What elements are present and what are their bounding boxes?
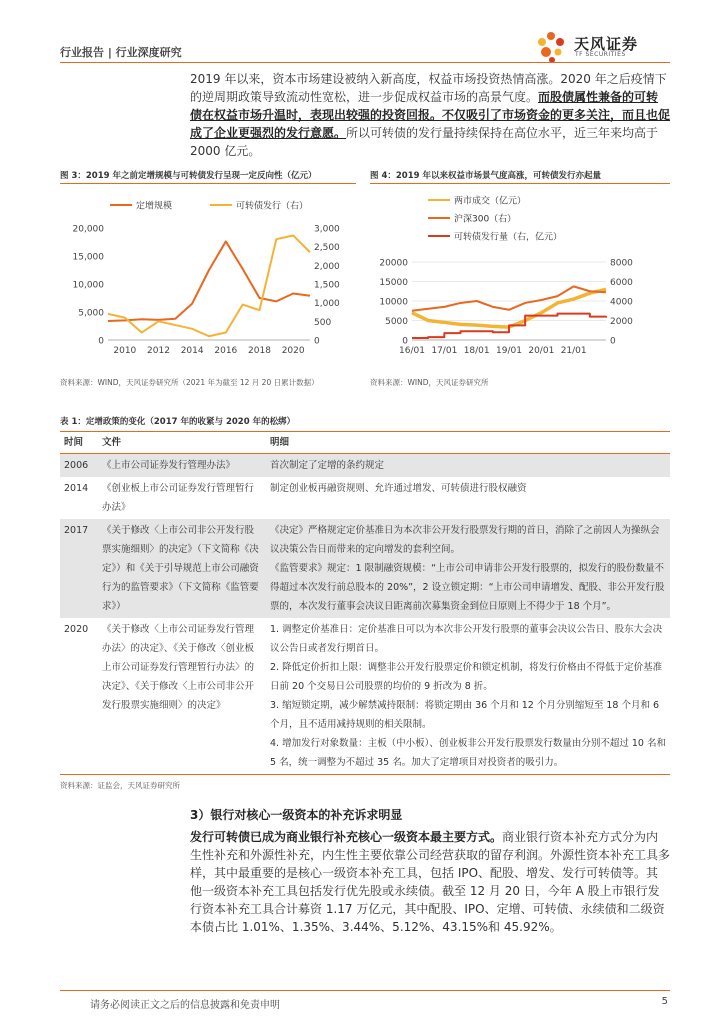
- y-right-tick: 6000: [610, 278, 633, 288]
- table-header-time: 时间: [60, 432, 98, 454]
- table-header-file: 文件: [98, 432, 266, 454]
- x-tick: 2014: [180, 346, 204, 356]
- y-left-tick: 20,000: [72, 224, 104, 235]
- table-row: [60, 618, 670, 775]
- legend-label: 可转债发行量（右，亿元）: [454, 232, 563, 243]
- detail-line: 制定创业板再融资规则、允许通过增发、可转债进行股权融资: [270, 483, 527, 494]
- y-left-tick: 15,000: [72, 252, 104, 263]
- y-left-tick: 5,000: [78, 308, 104, 319]
- intro-text-3: 所以可转债的发行量持续保持在高位水平，近三年来均高于 2000 亿元。: [190, 126, 659, 158]
- section-lead: 发行可转债已成为商业银行补充核心一级资本最主要方式。: [190, 830, 503, 844]
- section-paragraph: [190, 828, 670, 936]
- x-tick: 18/01: [463, 346, 490, 356]
- logo-name-en: TF SECURITIES: [575, 51, 626, 58]
- y-right-tick: 2,500: [314, 243, 340, 254]
- row-detail: [266, 477, 670, 519]
- company-logo: [530, 30, 670, 64]
- report-type: 行业报告 | 行业深度研究: [60, 46, 182, 59]
- series-line: [412, 314, 606, 338]
- row-file: 《关于修改〈上市公司证券发行管理办法〉的决定》、《关于修改〈创业板上市公司证券发行管理暂行办法〉的决定》、《关于修改〈上市公司非公开发行股票实施细则〉的决定》: [98, 618, 266, 775]
- row-time: 2014: [64, 483, 89, 494]
- page-number: 5: [661, 996, 668, 1007]
- x-tick: 2018: [248, 346, 271, 356]
- row-detail: [266, 519, 670, 618]
- figure4-divider: [370, 183, 670, 184]
- table-row: [60, 519, 670, 618]
- x-tick: 2020: [281, 346, 305, 356]
- x-tick: 2016: [214, 346, 238, 356]
- x-tick: 2012: [147, 346, 170, 356]
- legend-label: 沪深300（右）: [454, 214, 517, 225]
- row-time: 2017: [60, 519, 98, 618]
- y-right-tick: 2,000: [314, 261, 340, 272]
- x-tick: 17/01: [431, 346, 458, 356]
- detail-line: 《监管要求》规定：1 限制融资规模：“上市公司申请非公开发行股票的，拟发行的股份数量不得超过本次发行前总股本的 20%”，2 设立锁定期：“上市公司申请增发、配股、非公开发行股票的，本次发行董事会决议日距离前次募集资金到位日原则上不得少于 18 个月”。: [270, 563, 665, 612]
- header-divider: [60, 62, 670, 63]
- figure4-title: 图 4：2019 年以来权益市场景气度高涨，可转债发行亦起量: [370, 171, 601, 181]
- y-right-tick: 8000: [610, 258, 633, 269]
- y-left-tick: 5000: [385, 317, 408, 327]
- y-left-tick: 10,000: [72, 280, 104, 291]
- y-right-tick: 1,000: [314, 299, 340, 310]
- detail-line: 2. 降低定价折扣上限：调整非公开发行股票定价和锁定机制，将发行价格由不得低于定价基准日前 20 个交易日公司股票的均价的 9 折改为 8 折。: [270, 662, 663, 692]
- detail-line: 4. 增加发行对象数量：主板（中小板）、创业板非公开发行股票发行数量由分别不超过 10 名和 5 名，统一调整为不超过 35 名。加大了定增项目对投资者的吸引力。: [270, 738, 666, 768]
- table-row: [60, 454, 670, 478]
- row-file: 《关于修改〈上市公司非公开发行股票实施细则〉的决定》（下文简称《决定》）和《关于引导规范上市公司融资行为的监管要求》（下文简称《监管要求》）: [98, 519, 266, 618]
- table1-title: 表 1：定增政策的变化（2017 年的收紧与 2020 年的松绑）: [60, 417, 296, 427]
- table-header-detail: 明细: [266, 432, 670, 454]
- x-tick: 21/01: [560, 346, 587, 356]
- y-right-tick: 3,000: [314, 224, 340, 235]
- intro-paragraph: [190, 70, 670, 160]
- y-right-tick: 0: [610, 336, 616, 347]
- y-left-tick: 0: [402, 336, 408, 347]
- series-line: [108, 241, 310, 321]
- x-tick: 20/01: [528, 346, 555, 356]
- y-left-tick: 10000: [379, 297, 408, 308]
- table1-source: 资料来源：证监会，天风证券研究所: [60, 781, 180, 790]
- intro-text-1: 2019 年以来，资本市场建设被纳入新高度，权益市场投资热情高涨。2020 年之后疫情下的逆周期政策导致流动性宽松，进一步促成权益市场的高景气度。: [190, 72, 667, 104]
- figure3-chart: [60, 188, 356, 366]
- row-detail: [266, 618, 670, 775]
- detail-line: 3. 缩短锁定期，减少解禁减持限制：将锁定期由 36 个月和 12 个月分别缩短至 18 个月和 6 个月，且不适用减持规则的相关限制。: [270, 700, 660, 730]
- legend-label: 两市成交（亿元）: [454, 196, 527, 207]
- figure3-source: 资料来源：WIND，天风证券研究所（2021 年为截至 12 月 20 日累计数据）: [60, 378, 319, 387]
- row-file: 《上市公司证券发行管理办法》: [98, 454, 266, 478]
- y-left-tick: 0: [98, 336, 104, 347]
- detail-line: 《决定》严格规定定价基准日为本次非公开发行股票发行期的首日，消除了之前因人为操纵会议决策公告日而带来的定向增发的套利空间。: [270, 525, 660, 555]
- y-right-tick: 0: [314, 336, 320, 347]
- y-right-tick: 500: [314, 317, 332, 328]
- y-right-tick: 4000: [610, 297, 633, 308]
- row-time: 2020: [60, 618, 98, 775]
- x-tick: 2010: [113, 346, 137, 356]
- legend-label: 可转债发行（右）: [236, 201, 309, 212]
- x-tick: 19/01: [496, 346, 522, 356]
- detail-line: 首次制定了定增的条约规定: [270, 460, 385, 471]
- figure4-chart: [370, 188, 670, 366]
- logo-name-cn: 天风证券: [574, 35, 639, 53]
- policy-table: [60, 431, 670, 775]
- y-left-tick: 20000: [379, 258, 408, 269]
- section-body: 商业银行资本补充方式分为内生性补充和外源性补充，内生性主要依靠公司经营获取的留存利润。外源性资本补充工具多样，其中最重要的是核心一级资本补充工具，包括 IPO、配股、增发、发行可转债等。其他一级资本补充工具包括发行优先股或永续债。截至 12 月 20 日，今年 A 股上市银行发行资本补充工具合计募资 1.17 万亿元，其中配股、IPO、定增、可转债、永续债和二级资本债占比 1.01%、1.35%、3.44%、5.12%、43.15%和 45.92%。: [190, 830, 671, 934]
- figure4-source: 资料来源：WIND，天风证券研究所: [370, 378, 489, 387]
- figure3-title: 图 3：2019 年之前定增规模与可转债发行呈现一定反向性（亿元）: [60, 171, 317, 181]
- footer-divider: [60, 990, 670, 991]
- logo-mark-icon: [530, 30, 572, 64]
- figure3-divider: [60, 183, 356, 184]
- detail-line: 1. 调整定价基准日：定价基准日可以为本次非公开发行股票的董事会决议公告日、股东大会决议公告日或者发行期首日。: [270, 624, 663, 654]
- row-file: 《创业板上市公司证券发行管理暂行办法》: [102, 483, 255, 513]
- row-time: 2006: [60, 454, 98, 478]
- section-heading: 3）银行对核心一级资本的补充诉求明显: [190, 808, 403, 822]
- series-line: [108, 235, 310, 336]
- table-row: [60, 477, 670, 519]
- intro-highlight: 而股债属性兼备的可转债在权益市场升温时，表现出较强的投资回报。不仅吸引了市场资金的更多关注，而且也促成了企业更强烈的发行意愿。: [190, 90, 671, 140]
- footer-disclaimer: 请务必阅读正文之后的信息披露和免责申明: [90, 1000, 280, 1011]
- y-right-tick: 2000: [610, 317, 633, 327]
- legend-label: 定增规模: [136, 201, 173, 212]
- x-tick: 16/01: [399, 346, 425, 356]
- row-detail: [266, 454, 670, 478]
- y-left-tick: 15000: [379, 278, 408, 288]
- y-right-tick: 1,500: [314, 280, 340, 291]
